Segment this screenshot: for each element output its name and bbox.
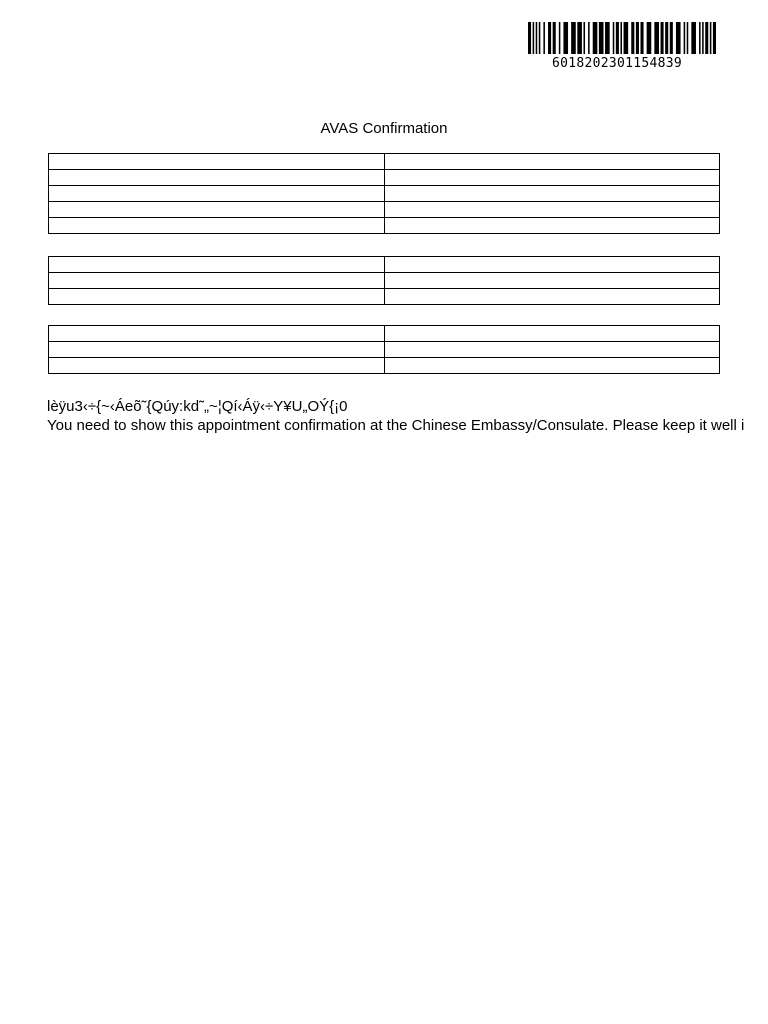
barcode-bar [616, 22, 619, 54]
barcode-bar [571, 22, 576, 54]
barcode-bar [605, 22, 610, 54]
table-cell [49, 170, 385, 186]
table-row [49, 326, 720, 342]
barcode-bar [583, 22, 585, 54]
barcode-bar [539, 22, 541, 54]
barcode-bar [699, 22, 701, 54]
barcode-bar [713, 22, 716, 54]
barcode-bar [640, 22, 643, 54]
barcode-bar [536, 22, 538, 54]
barcode-bar [654, 22, 659, 54]
table-row [49, 154, 720, 170]
table-cell [384, 154, 720, 170]
table-cell [384, 202, 720, 218]
barcode-bar [661, 22, 664, 54]
barcode-bar [670, 22, 673, 54]
barcode-bar [577, 22, 582, 54]
table-cell [49, 273, 385, 289]
table-cell [49, 289, 385, 305]
table-row [49, 218, 720, 234]
barcode-bar [687, 22, 689, 54]
barcode-bar [593, 22, 598, 54]
table-row [49, 273, 720, 289]
table-cell [49, 342, 385, 358]
table-cell [49, 218, 385, 234]
barcode-bar [588, 22, 590, 54]
barcode-bar [553, 22, 556, 54]
barcode-bar [691, 22, 696, 54]
table-cell [49, 202, 385, 218]
barcode-bar [647, 22, 652, 54]
table-cell [384, 257, 720, 273]
barcode-number: 6018202301154839 [552, 56, 683, 71]
barcode-bar [631, 22, 634, 54]
barcode-bar [620, 22, 622, 54]
table-row [49, 202, 720, 218]
barcode-bar [543, 22, 545, 54]
applicant-info-table [48, 153, 720, 234]
barcode-bar [613, 22, 615, 54]
table-cell [384, 186, 720, 202]
table-row [49, 186, 720, 202]
table-cell [384, 342, 720, 358]
table-cell [49, 154, 385, 170]
table-cell [384, 170, 720, 186]
table-cell [49, 326, 385, 342]
table-row [49, 289, 720, 305]
table-cell [384, 218, 720, 234]
barcode-bar [684, 22, 686, 54]
barcode-bar [676, 22, 681, 54]
table-row [49, 358, 720, 374]
table-cell [49, 358, 385, 374]
table-cell [49, 186, 385, 202]
barcode-bar [563, 22, 568, 54]
table-row [49, 257, 720, 273]
barcode-bar [710, 22, 712, 54]
barcode-bar [705, 22, 708, 54]
barcode-bar [636, 22, 639, 54]
barcode-bar [548, 22, 551, 54]
table-cell [384, 273, 720, 289]
barcode-bar [533, 22, 535, 54]
page-title: AVAS Confirmation [320, 120, 448, 137]
location-info-table [48, 325, 720, 374]
table-row [49, 170, 720, 186]
barcode-bar [702, 22, 704, 54]
barcode-bar [599, 22, 604, 54]
table-row [49, 342, 720, 358]
barcode-bar [559, 22, 561, 54]
garbled-notice-line: lèÿu3‹÷{~‹Áeõ˜{Qúy:kd˜„~¦Qí‹Áÿ‹÷Y¥U„OÝ{¡0 [47, 398, 348, 415]
table-cell [49, 257, 385, 273]
table-cell [384, 289, 720, 305]
barcode-bar [624, 22, 629, 54]
table-cell [384, 358, 720, 374]
barcode-image [528, 22, 716, 54]
barcode-bar [665, 22, 668, 54]
instruction-notice-line: You need to show this appointment confirmation at the Chinese Embassy/Consulate. Please keep it well i [47, 417, 745, 434]
appointment-info-table [48, 256, 720, 305]
table-cell [384, 326, 720, 342]
barcode-bar [528, 22, 531, 54]
